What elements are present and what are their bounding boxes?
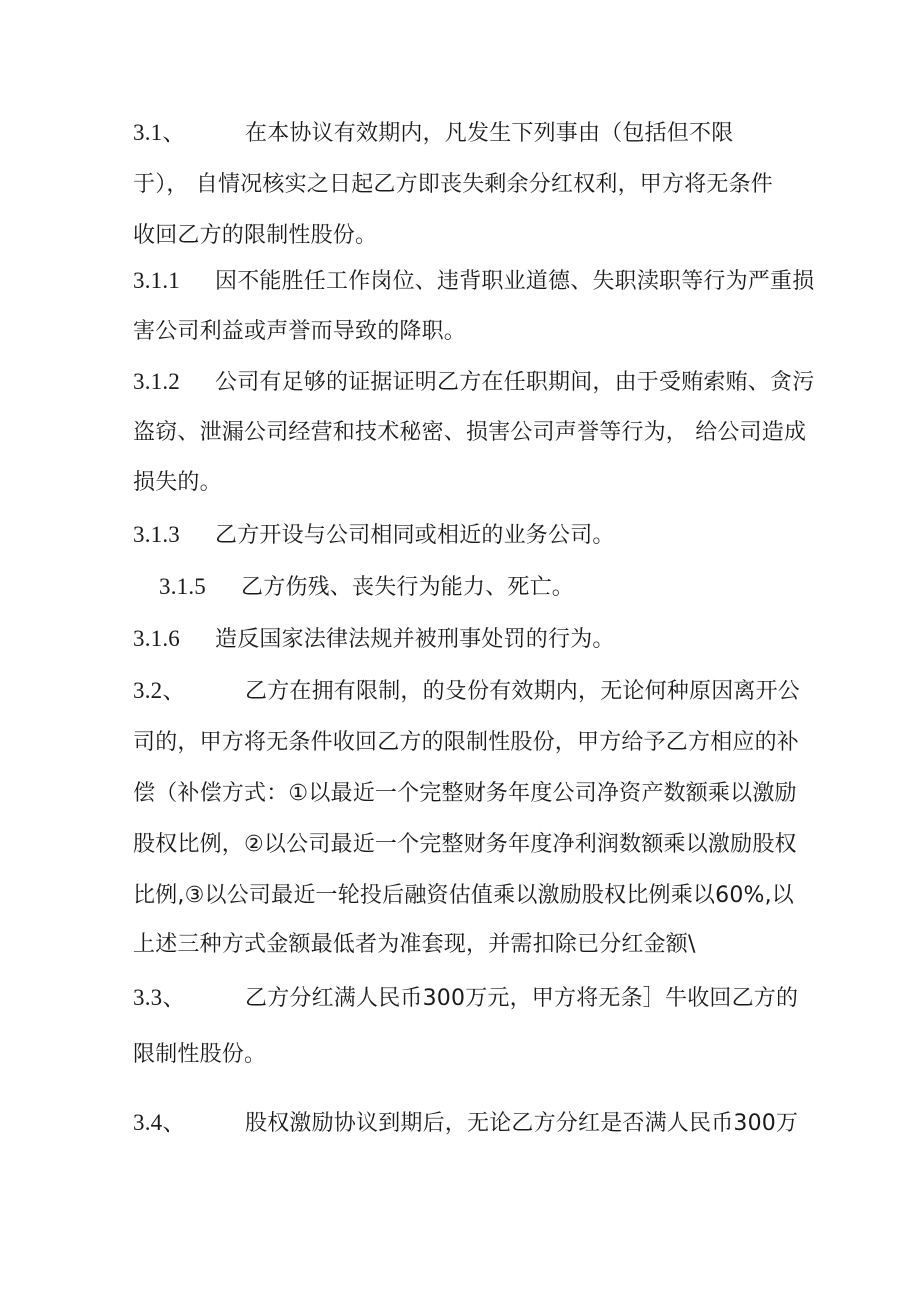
clause-text: 损失的。 xyxy=(133,470,222,495)
clause-3-1-2-line-2 xyxy=(133,418,806,448)
clause-text: 在本协议有效期内，凡发生下列事由（包括但不限 xyxy=(245,121,734,146)
clause-text: 造反国家法律法规并被刑事处罚的行为。 xyxy=(215,627,615,652)
clause-3-4-line-1 xyxy=(133,1108,798,1139)
clause-number: 3.1.5 xyxy=(159,574,206,599)
clause-text: 偿（补偿方式：①以最近一个完整财务年度公司净资产数额乘以激励 xyxy=(133,781,797,806)
clause-number: 3.3、 xyxy=(133,985,186,1010)
clause-number: 3.1.6 xyxy=(133,626,180,651)
clause-text: 股权比例，②以公司最近一个完整财务年度净利润数额乘以激励股权 xyxy=(133,832,797,857)
clause-number: 3.2、 xyxy=(133,678,186,703)
clause-3-3-line-2 xyxy=(133,1040,266,1070)
clause-text: 因不能胜任工作岗位、违背职业道德、失职渎职等行为严重损 xyxy=(215,269,815,294)
clause-3-2-line-6 xyxy=(133,930,696,960)
clause-number: 3.4、 xyxy=(133,1110,186,1135)
clause-3-1-line-3 xyxy=(133,221,377,251)
clause-text: 乙方开设与公司相同或相近的业务公司。 xyxy=(215,523,615,548)
clause-text: 收回乙方的限制性股份。 xyxy=(133,223,378,248)
clause-3-3-line-1 xyxy=(133,983,798,1014)
clause-text: 害公司利益或声誉而导致的降职。 xyxy=(133,319,467,344)
clause-text: 乙方在拥有限制，的殳份有效期内，无论何种原因离开公 xyxy=(245,679,801,704)
clause-number: 3.1.1 xyxy=(133,268,180,293)
clause-text: 于）， 自情况核实之日起乙方即丧失剩余分红权利，甲方将无条件 xyxy=(133,172,773,197)
clause-text: 上述三种方式金额最低者为准套现，并需扣除已分红金额\ xyxy=(133,932,696,957)
clause-text: 盗窃、泄漏公司经营和技术秘密、损害公司声誉等行为， 给公司造成 xyxy=(133,420,807,445)
clause-3-2-line-1 xyxy=(133,676,800,707)
clause-number: 3.1.2 xyxy=(133,369,180,394)
clause-number: 3.1、 xyxy=(133,120,186,145)
clause-3-2-line-5 xyxy=(133,881,794,911)
clause-3-2-line-2 xyxy=(133,728,799,758)
clause-3-1-2-line-1 xyxy=(133,367,814,398)
clause-3-1-line-1 xyxy=(133,118,733,149)
clause-text: 乙方分红满人民币300万元，甲方将无条］牛收回乙方的 xyxy=(245,986,799,1011)
clause-3-1-line-2 xyxy=(133,170,773,200)
clause-text: 乙方伤残、丧失行为能力、死亡。 xyxy=(241,575,575,600)
clause-3-1-3-line-1 xyxy=(133,520,615,551)
clause-text: 股权激励协议到期后，无论乙方分红是否满人民币300万 xyxy=(245,1111,799,1136)
clause-text: 限制性股份。 xyxy=(133,1042,267,1067)
clause-number: 3.1.3 xyxy=(133,522,180,547)
clause-3-1-2-line-3 xyxy=(133,468,222,498)
clause-3-1-1-line-2 xyxy=(133,317,466,347)
clause-text: 公司有足够的证据证明乙方在任职期间，由于受贿索贿、贪污 xyxy=(215,370,815,395)
clause-3-2-line-4 xyxy=(133,830,797,860)
clause-3-2-line-3 xyxy=(133,779,797,809)
clause-3-1-5-line-1 xyxy=(159,572,574,603)
clause-text: 比例,③以公司最近一轮投后融资估值乘以激励股权比例乘以60%,以 xyxy=(133,883,795,908)
clause-3-1-6-line-1 xyxy=(133,624,615,655)
clause-3-1-1-line-1 xyxy=(133,266,814,297)
clause-text: 司的，甲方将无条件收回乙方的限制性股份，甲方给予乙方相应的补 xyxy=(133,730,800,755)
